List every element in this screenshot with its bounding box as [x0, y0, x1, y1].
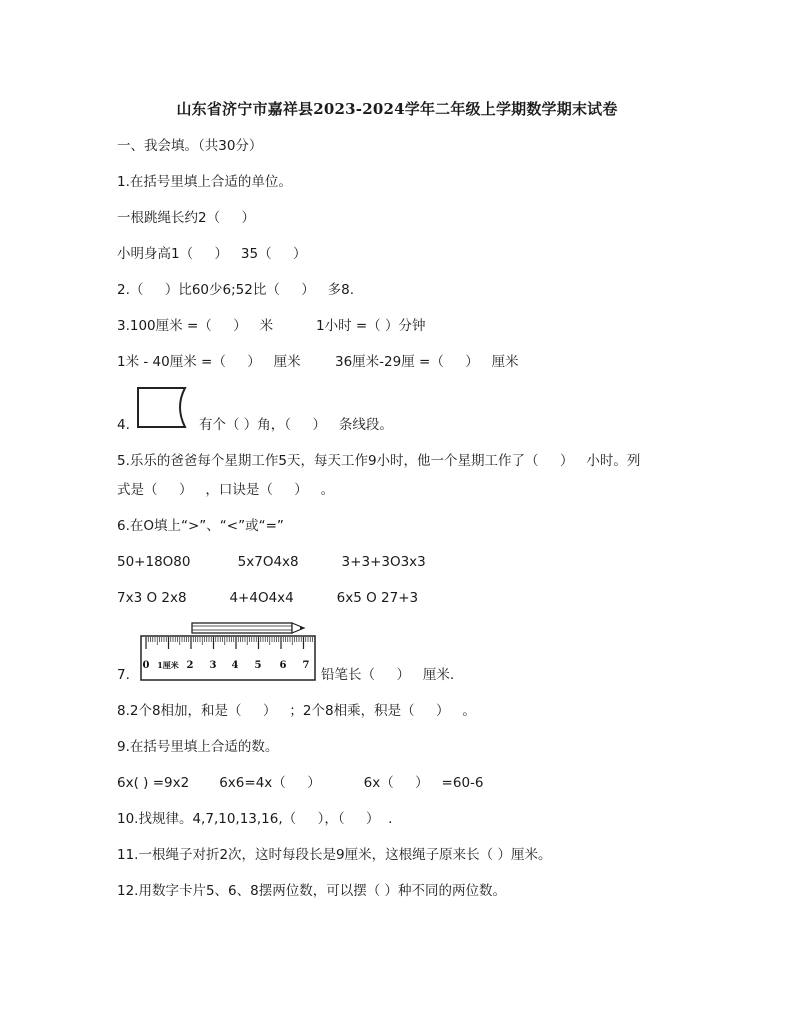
- question-7-number: 7.: [117, 667, 130, 683]
- question-5a: 5.乐乐的爸爸每个星期工作5天，每天工作9小时，他一个星期工作了（ ） 小时。列: [117, 453, 641, 469]
- question-11: 11.一根绳子对折2次，这时每段长是9厘米，这根绳子原来长（ ）厘米。: [117, 847, 552, 863]
- question-10: 10.找规律。4,7,10,13,16,（ ），（ ） .: [117, 811, 393, 827]
- question-4-text: 有个（ ）角，（ ） 条线段。: [199, 417, 393, 433]
- ruler-label-6: 6: [279, 660, 287, 671]
- question-8: 8.2个8相加，和是（ ） ；2个8相乘，积是（ ） 。: [117, 703, 476, 719]
- question-7-text: 铅笔长（ ） 厘米.: [321, 667, 455, 683]
- ruler-label-0: 0: [142, 660, 150, 671]
- ruler-label-5: 5: [254, 660, 262, 671]
- question-5b: 式是（ ） ，口诀是（ ） 。: [117, 482, 335, 498]
- ruler-label-2: 2: [186, 660, 194, 671]
- ruler-body: [141, 636, 315, 680]
- question-1: 1.在括号里填上合适的单位。: [117, 174, 292, 190]
- question-4-number: 4.: [117, 417, 130, 433]
- ruler-label-1: 1厘米: [157, 660, 179, 670]
- section-heading: 一、我会填。（共30分）: [117, 138, 263, 154]
- shape-figure: [135, 385, 197, 431]
- question-6a: 50+18O80 5x7O4x8 3+3+3O3x3: [117, 554, 426, 570]
- pencil-icon: [192, 623, 304, 633]
- question-3b: 1米 - 40厘米 =（ ） 厘米 36厘米-29厘 =（ ） 厘米: [117, 354, 519, 370]
- question-3a: 3.100厘米 =（ ） 米 1小时 =（ ）分钟: [117, 318, 426, 334]
- question-6: 6.在O填上“>”、“<”或“=”: [117, 518, 284, 534]
- ruler-label-7: 7: [302, 660, 310, 671]
- question-1b: 小明身高1（ ） 35（ ）: [117, 246, 307, 262]
- shape-outline: [138, 388, 185, 427]
- ruler-label-4: 4: [231, 660, 239, 671]
- question-6b: 7x3 O 2x8 4+4O4x4 6x5 O 27+3: [117, 590, 419, 606]
- question-9a: 6x( ) =9x2 6x6=4x（ ） 6x（ ） =60-6: [117, 775, 484, 791]
- question-12: 12.用数字卡片5、6、8摆两位数，可以摆（ ）种不同的两位数。: [117, 883, 507, 899]
- ruler-label-3: 3: [209, 660, 217, 671]
- question-2: 2.（ ）比60少6;52比（ ） 多8.: [117, 282, 355, 298]
- page-title: 山东省济宁市嘉祥县2023-2024学年二年级上学期数学期末试卷: [176, 100, 618, 118]
- question-9: 9.在括号里填上合适的数。: [117, 739, 279, 755]
- question-1a: 一根跳绳长约2（ ）: [117, 210, 256, 226]
- ruler-figure: [138, 620, 318, 682]
